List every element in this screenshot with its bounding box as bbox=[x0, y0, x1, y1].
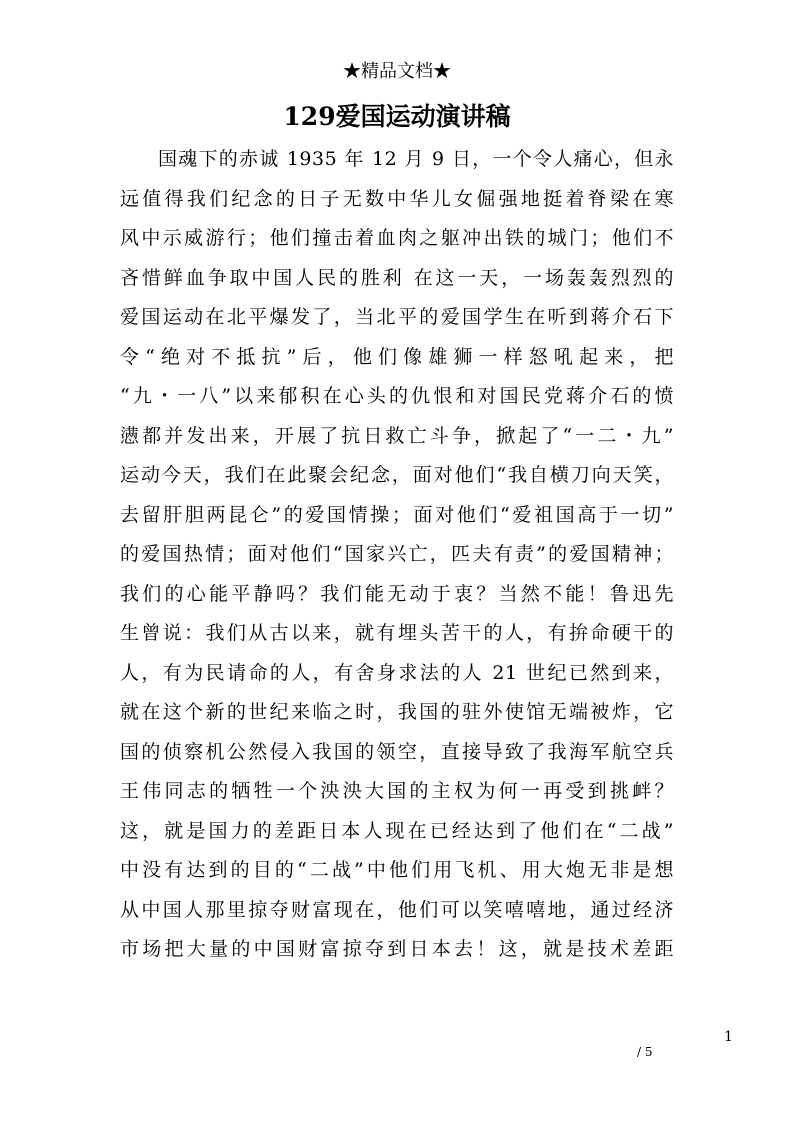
body-line: 爱国运动在北平爆发了，当北平的爱国学生在听到蒋介石下 bbox=[120, 306, 674, 328]
body-line: 吝惜鲜血争取中国人民的胜利 在这一天，一场轰轰烈烈的 bbox=[120, 266, 674, 289]
body-line: 王伟同志的牺牲一个泱泱大国的主权为何一再受到挑衅？ bbox=[120, 780, 674, 802]
body-line: 人，有为民请命的人，有舍身求法的人 21 世纪已然到来， bbox=[120, 661, 674, 684]
body-line: 市场把大量的中国财富掠夺到日本去！这，就是技术差距 bbox=[120, 938, 674, 960]
page-number: 1 bbox=[724, 1029, 733, 1045]
body-line: 懑都并发出来，开展了抗日救亡斗争，掀起了“一二・九” bbox=[120, 424, 674, 447]
document-title: 129爱国运动演讲稿 bbox=[283, 102, 511, 131]
body-line: 去留肝胆两昆仑”的爱国情操；面对他们“爱祖国高于一切” bbox=[120, 503, 674, 526]
body-line: 远值得我们纪念的日子无数中华儿女倔强地挺着脊梁在寒 bbox=[120, 187, 674, 210]
body-line: 国的侦察机公然侵入我国的领空，直接导致了我海军航空兵 bbox=[120, 740, 674, 763]
body-line: 从中国人那里掠夺财富现在，他们可以笑嘻嘻地，通过经济 bbox=[120, 898, 674, 921]
body-line: 国魂下的赤诚 1935 年 12 月 9 日，一个令人痛心，但永 bbox=[158, 148, 674, 170]
body-line: “九・一八”以来郁积在心头的仇恨和对国民党蒋介石的愤 bbox=[120, 385, 674, 407]
header-label: ★精品文档★ bbox=[343, 61, 451, 82]
document-body bbox=[120, 140, 674, 970]
body-line: 的爱国热情；面对他们“国家兴亡，匹夫有责”的爱国精神； bbox=[120, 543, 674, 565]
body-line: 运动今天，我们在此聚会纪念，面对他们“我自横刀向天笑， bbox=[120, 464, 674, 486]
body-line: 中没有达到的目的“二战”中他们用飞机、用大炮无非是想 bbox=[120, 859, 674, 881]
body-line: 令“绝对不抵抗”后，他们像雄狮一样怒吼起来，把 bbox=[120, 345, 674, 368]
page-count: / 5 bbox=[637, 1045, 653, 1059]
body-line: 这，就是国力的差距日本人现在已经达到了他们在“二战” bbox=[120, 819, 674, 842]
body-line: 我们的心能平静吗？我们能无动于衷？当然不能！鲁迅先 bbox=[120, 582, 674, 605]
body-line: 风中示威游行；他们撞击着血肉之躯冲出铁的城门；他们不 bbox=[120, 227, 674, 249]
body-line: 生曾说：我们从古以来，就有埋头苦干的人，有拚命硬干的 bbox=[120, 622, 674, 644]
body-line: 就在这个新的世纪来临之时，我国的驻外使馆无端被炸，它 bbox=[120, 701, 674, 723]
